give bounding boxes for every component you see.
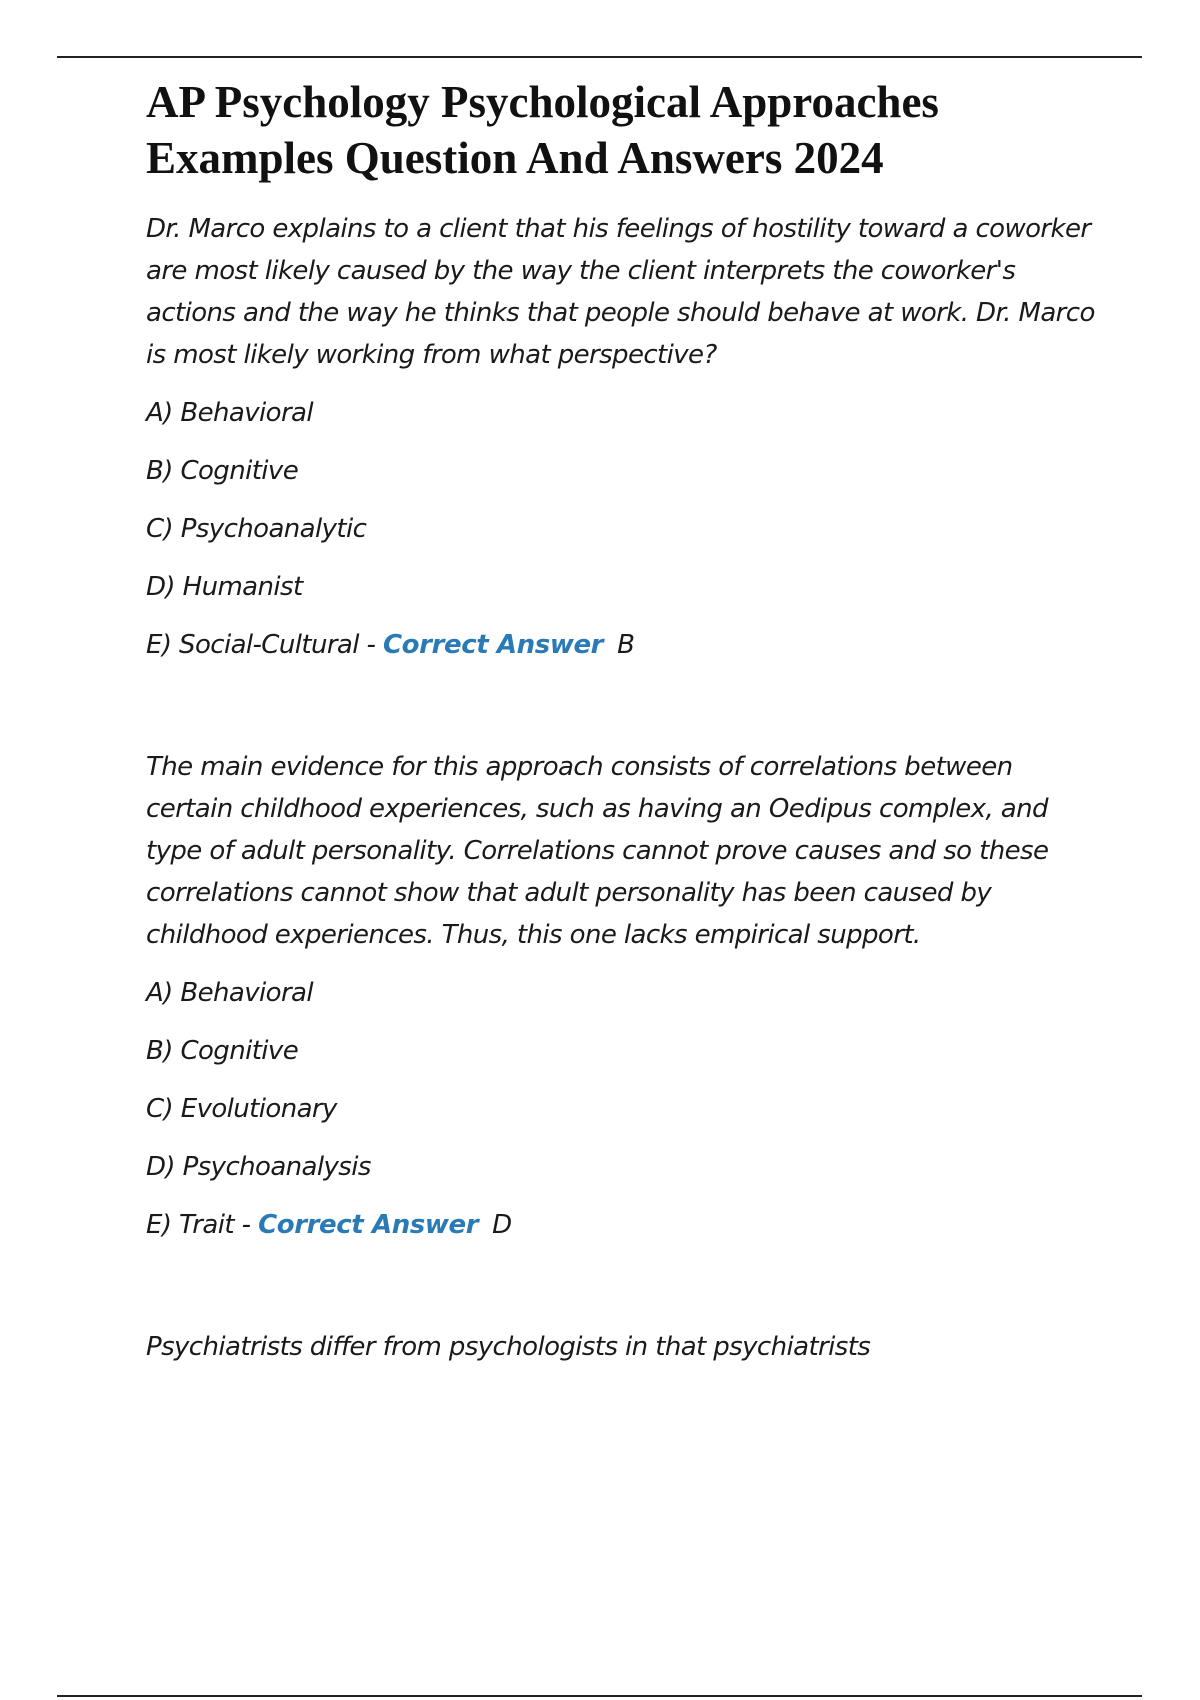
correct-answer-value: D <box>492 1210 512 1240</box>
answer-options <box>146 972 1106 1246</box>
footer-rule <box>57 1695 1142 1697</box>
option-d: D) Humanist <box>146 572 303 602</box>
document-title: AP Psychology Psychological Approaches Examples Question And Answers 2024 <box>146 77 939 183</box>
option-d: D) Psychoanalysis <box>146 1152 371 1182</box>
option-c: C) Evolutionary <box>146 1094 337 1124</box>
option-c: C) Psychoanalytic <box>146 514 367 544</box>
question-2 <box>146 746 1106 1246</box>
correct-answer-value: B <box>617 630 635 660</box>
question-text: Dr. Marco explains to a client that his feelings of hostility toward a coworker are most likely caused by the way the client interprets the coworker's actions and the way he thinks that people should behave at work. Dr. Marco is most likely working from what perspective? <box>146 214 1095 370</box>
correct-answer-label: Correct Answer <box>383 630 604 660</box>
option-b: B) Cognitive <box>146 1036 299 1066</box>
header-rule <box>57 56 1142 58</box>
correct-answer-label: Correct Answer <box>258 1210 479 1240</box>
option-b: B) Cognitive <box>146 456 299 486</box>
answer-options <box>146 392 1106 666</box>
question-text: The main evidence for this approach consists of correlations between certain childhood experiences, such as having an Oedipus complex, and type of adult personality. Correlations cannot prove causes and so these correlations cannot show that adult personality has been caused by childhood experiences. Thus, this one lacks empirical support. <box>146 752 1049 950</box>
option-e-with-answer <box>146 624 1106 666</box>
question-3 <box>146 1326 1106 1368</box>
option-e: E) Trait - <box>146 1210 251 1240</box>
option-a: A) Behavioral <box>146 398 314 428</box>
document-content <box>146 74 1106 1368</box>
option-e-with-answer <box>146 1204 1106 1246</box>
question-text: Psychiatrists differ from psychologists in that psychiatrists <box>146 1332 871 1362</box>
question-1 <box>146 208 1106 666</box>
option-e: E) Social-Cultural - <box>146 630 376 660</box>
option-a: A) Behavioral <box>146 978 314 1008</box>
